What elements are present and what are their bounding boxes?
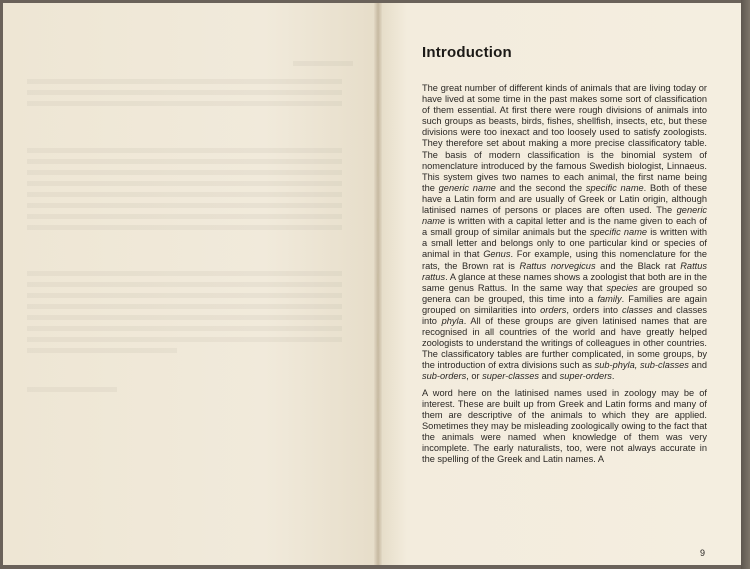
text-run: and classes into: [422, 304, 707, 326]
text-run: , orders into: [566, 304, 622, 315]
italic-term: Rattus norvegicus: [519, 260, 596, 271]
book-cover-edge: [741, 0, 750, 569]
binding-stitch: [377, 103, 379, 117]
text-run: . Families are again grouped on similarities into: [422, 293, 707, 315]
italic-term: generic name: [422, 205, 707, 227]
text-run: is written with a capital letter and is the name given to each of a small group of similar animals but the: [422, 216, 707, 238]
text-run: and the second the: [495, 182, 586, 193]
text-run: . Both of these have a Latin form and are usually of Greek or Latin origin, although latinised names of persons or places are often used. The: [422, 182, 707, 216]
binding-stitch: [377, 163, 379, 177]
italic-term: Rattus rattus: [422, 260, 707, 282]
italic-term: Genus: [483, 249, 511, 260]
italic-term: super-classes: [482, 371, 540, 382]
italic-term: specific name: [585, 182, 644, 193]
text-run: .: [611, 371, 615, 382]
page-number: 9: [700, 548, 706, 558]
italic-term: generic name: [438, 182, 496, 193]
italic-term: specific name: [589, 227, 648, 238]
left-page-blank: [3, 3, 378, 565]
italic-term: sub-phyla, sub-classes: [594, 360, 689, 371]
binding-stitch: [377, 43, 379, 57]
text-run: . All of these groups are given latinised names that are recognised in all countries of the world and have greatly helped zoologists to understand the writings of colleagues in other countries. The classificatory tables are further complicated, in some groups, by the introduction of extra divisions such as: [422, 315, 708, 371]
binding-stitch: [377, 333, 379, 347]
text-run: The great number of different kinds of animals that are living today or have lived at some time in the past makes some sort of classification of them essential. At first there were rough divisions of animals into such groups as beasts, birds, fishes, shellfish, insects, etc, but these divisions were too inexact and too loosely used to satisfy zoologists. They therefore set about making a more precise classificatory table. The basis of modern classification is the binomial system of nomenclature introduced by the famous Swedish biologist, Linnaeus. This system gives two names to each animal, the first name being the: [422, 83, 707, 193]
binding-stitch: [377, 458, 379, 472]
text-run: is written with a small letter and belongs only to one particular kind or species of animal in that: [422, 227, 707, 260]
paragraph: [422, 388, 707, 466]
text-run: . A glance at these names shows a zoologist that both are in the same genus Rattus. In the same way that: [422, 271, 707, 293]
text-run: and the Black rat: [595, 260, 681, 271]
paragraph: [422, 83, 707, 383]
binding-stitch: [377, 508, 379, 522]
italic-term: orders: [540, 304, 567, 315]
text-run: . For example, using this nomenclature for the rats, the Brown rat is: [422, 249, 707, 271]
text-run: and: [539, 371, 560, 382]
body-text: [422, 83, 707, 470]
binding-stitch: [377, 273, 379, 287]
italic-term: phyla: [441, 315, 464, 326]
text-run: A word here on the latinised names used in zoology may be of interest. These are built up from Greek and Latin forms and many of them are descriptive of the animals to which they are applied. Sometimes they may be misleading zoologically owing to the fact that the animals were named when knowledge of them was very incomplete. The early naturalists, too, were not always accurate in the spelling of the Greek and Latin names. A: [422, 387, 707, 465]
binding-stitch: [377, 218, 379, 232]
binding-stitch: [377, 398, 379, 412]
italic-term: classes: [621, 304, 653, 315]
italic-term: family: [597, 293, 622, 304]
italic-term: species: [606, 282, 638, 293]
italic-term: super-orders: [559, 371, 612, 382]
italic-term: sub-orders: [422, 371, 467, 382]
text-run: are grouped so genera can be grouped, this time into a: [422, 282, 707, 304]
text-run: and: [688, 360, 707, 371]
text-run: , or: [466, 371, 483, 382]
page-title: Introduction: [422, 44, 512, 61]
